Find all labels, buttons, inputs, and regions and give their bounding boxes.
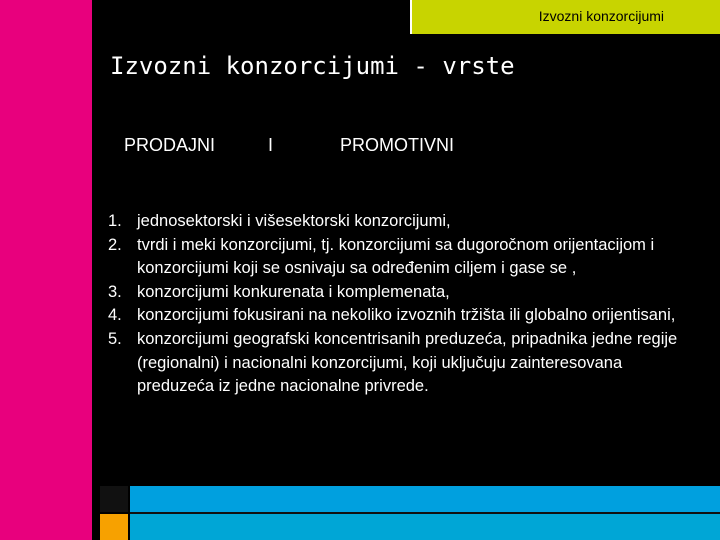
type-prodajni: PRODAJNI xyxy=(124,135,216,155)
list-item-number: 2. xyxy=(108,235,122,254)
list-item xyxy=(108,328,678,399)
list-item-text: konzorcijumi geografski koncentrisanih preduzeća, pripadnika jedne regije (regionalni) i nacionalni konzorcijumi, koji uključuju zainteresovana preduzeća iz jedne nacionalne privrede. xyxy=(137,329,678,396)
list-item-number: 4. xyxy=(108,306,122,325)
list-item-number: 3. xyxy=(108,282,122,301)
bottom-decoration xyxy=(100,486,720,540)
list-item-text: konzorcijumi fokusirani na nekoliko izvoznih tržišta ili globalno orijentisani, xyxy=(137,306,676,325)
header-tag xyxy=(410,0,720,34)
types-list xyxy=(108,210,678,399)
list-item-number: 1. xyxy=(108,212,122,230)
list-item xyxy=(108,210,678,234)
list-item-text: jednosektorski i višesektorski konzorcijumi, xyxy=(137,212,451,230)
blue-band-bottom xyxy=(130,514,720,540)
type-connector: I xyxy=(268,135,274,155)
list-item xyxy=(108,234,678,281)
blue-band-top xyxy=(130,486,720,512)
slide-title: Izvozni konzorcijumi - vrste xyxy=(110,52,515,80)
left-accent-bar xyxy=(0,0,92,540)
orange-square xyxy=(100,514,128,540)
list-item xyxy=(108,304,678,328)
list-item-number: 5. xyxy=(108,329,122,348)
type-promotivni: PROMOTIVNI xyxy=(340,135,455,155)
list-item-text: konzorcijumi konkurenata i komplemenata, xyxy=(137,282,450,301)
list-item xyxy=(108,281,678,305)
header-tag-label: Izvozni konzorcijumi xyxy=(538,8,664,24)
dark-square xyxy=(100,486,128,512)
list-item-text: tvrdi i meki konzorcijumi, tj. konzorcijumi sa dugoročnom orijentacijom i konzorcijumi koji se osnivaju sa određenim ciljem i gase se , xyxy=(137,235,655,278)
